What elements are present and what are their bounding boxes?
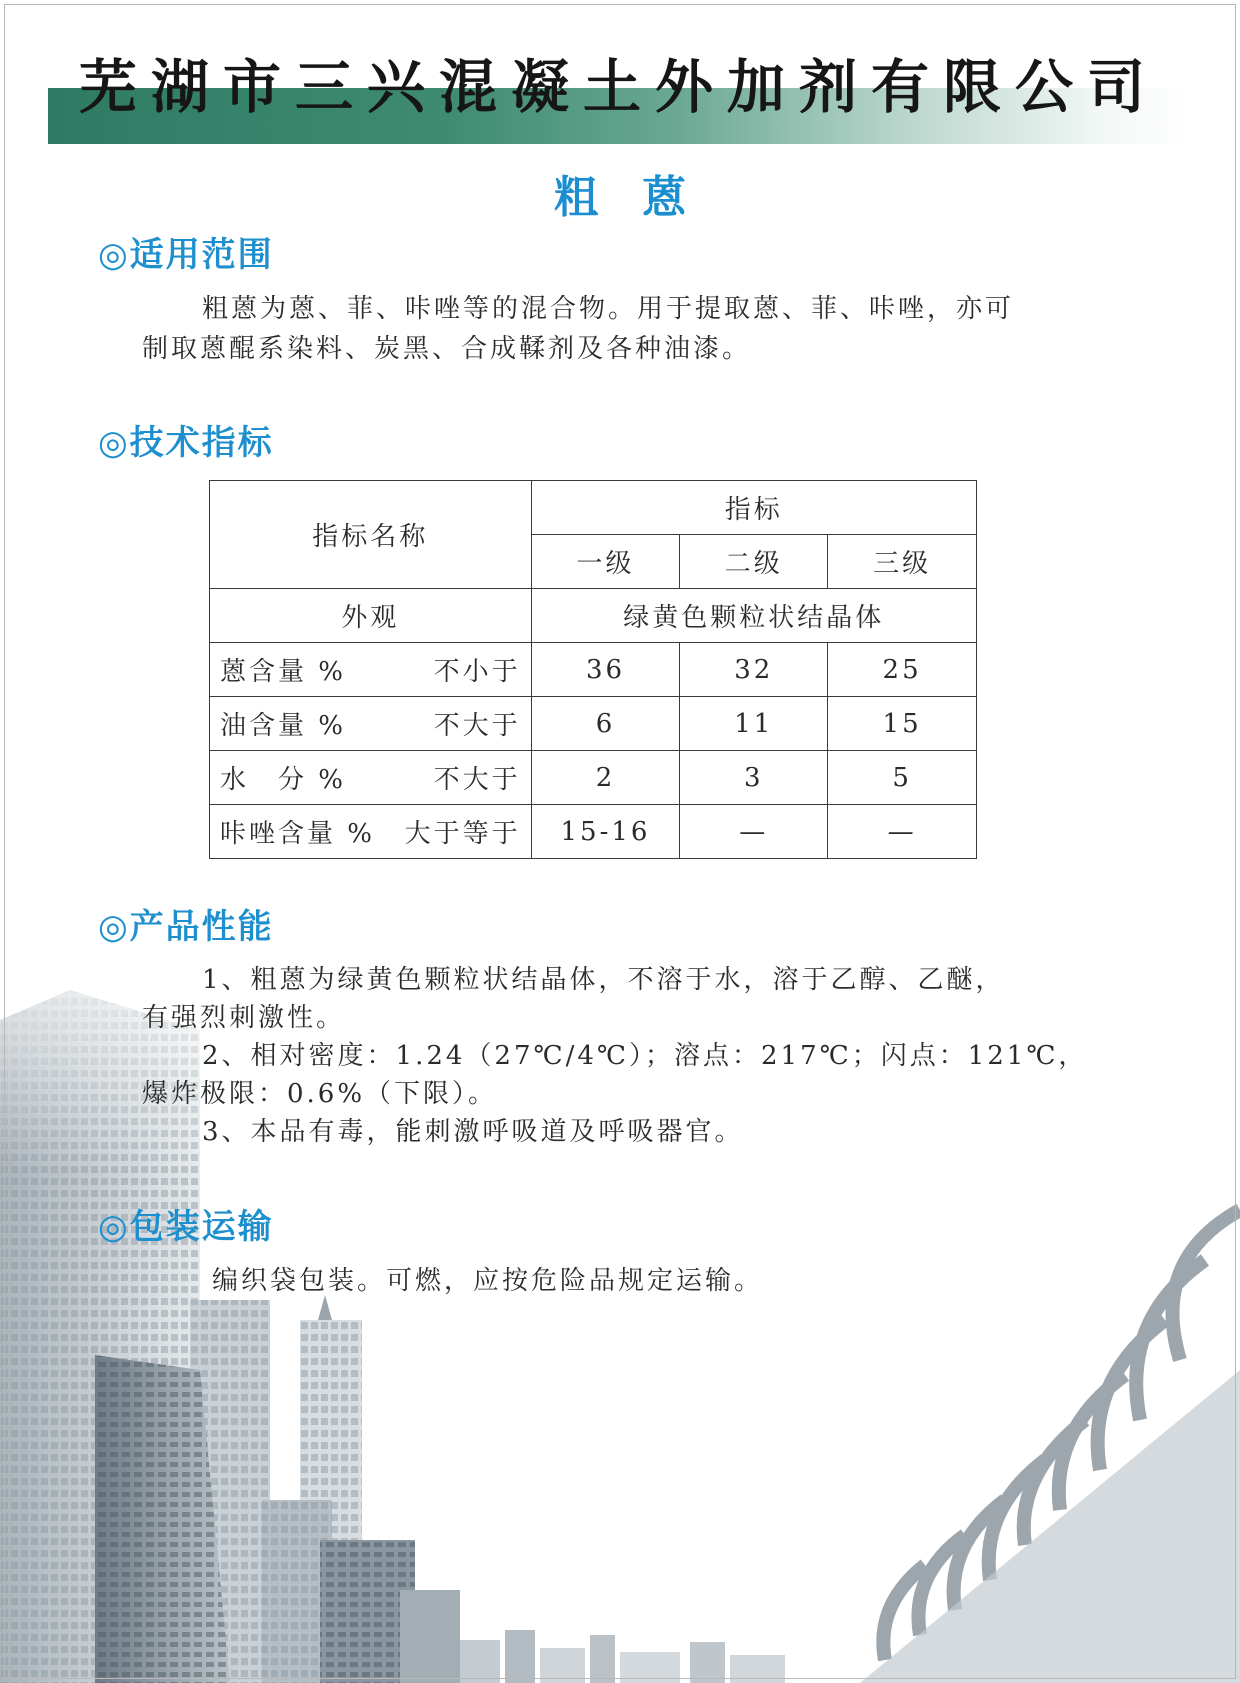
row-name: 水 分 % 不大于 xyxy=(210,751,532,805)
section-heading-specs: ◎技术指标 xyxy=(98,423,274,463)
performance-line: 1、粗蒽为绿黄色颗粒状结晶体，不溶于水，溶于乙醇、乙醚， xyxy=(202,965,1005,995)
spec-table xyxy=(209,480,977,859)
row-name: 油含量 % 不大于 xyxy=(210,697,532,751)
grade-header: 一级 xyxy=(531,535,680,589)
row-name: 外观 xyxy=(210,589,532,643)
table-row xyxy=(210,805,977,859)
row-value: 3 xyxy=(680,751,828,805)
row-value: — xyxy=(680,805,828,859)
section-heading-performance: ◎产品性能 xyxy=(98,907,274,947)
table-row-appearance xyxy=(210,589,977,643)
table-header-row xyxy=(210,481,977,535)
company-name: 芜湖市三兴混凝土外加剂有限公司 xyxy=(78,53,1159,121)
packaging-line: 编织袋包装。可燃，应按危险品规定运输。 xyxy=(212,1266,764,1296)
row-value: 11 xyxy=(680,697,828,751)
row-value: 2 xyxy=(531,751,680,805)
row-value: 15-16 xyxy=(531,805,680,859)
row-value: 15 xyxy=(828,697,977,751)
grade-header: 二级 xyxy=(680,535,828,589)
performance-line: 3、本品有毒，能刺激呼吸道及呼吸器官。 xyxy=(202,1117,744,1147)
section-heading-scope: ◎适用范围 xyxy=(98,235,274,275)
performance-line: 2、相对密度：1.24（27℃/4℃）；溶点：217℃；闪点：121℃， xyxy=(202,1041,1088,1071)
row-value: 25 xyxy=(828,643,977,697)
section-heading-packaging: ◎包装运输 xyxy=(98,1207,274,1247)
table-row xyxy=(210,751,977,805)
row-name: 蒽含量 % 不小于 xyxy=(210,643,532,697)
scope-line: 粗蒽为蒽、菲、咔唑等的混合物。用于提取蒽、菲、咔唑，亦可 xyxy=(202,294,1015,324)
col-header-index: 指标 xyxy=(531,481,976,535)
row-value: 5 xyxy=(828,751,977,805)
row-value: — xyxy=(828,805,977,859)
row-value: 32 xyxy=(680,643,828,697)
performance-line: 有强烈刺激性。 xyxy=(142,1003,346,1033)
col-header-name: 指标名称 xyxy=(210,481,532,589)
scope-paragraph xyxy=(142,289,1102,369)
scope-line: 制取蒽醌系染料、炭黑、合成鞣剂及各种油漆。 xyxy=(142,334,752,364)
performance-line: 爆炸极限：0.6%（下限）。 xyxy=(142,1079,498,1109)
product-title: 粗蒽 xyxy=(554,172,730,223)
row-value: 6 xyxy=(531,697,680,751)
grade-header: 三级 xyxy=(828,535,977,589)
row-value: 36 xyxy=(531,643,680,697)
row-value: 绿黄色颗粒状结晶体 xyxy=(531,589,976,643)
row-name: 咔唑含量 % 大于等于 xyxy=(210,805,532,859)
table-row xyxy=(210,643,977,697)
performance-paragraph xyxy=(142,961,1102,1151)
table-row xyxy=(210,697,977,751)
